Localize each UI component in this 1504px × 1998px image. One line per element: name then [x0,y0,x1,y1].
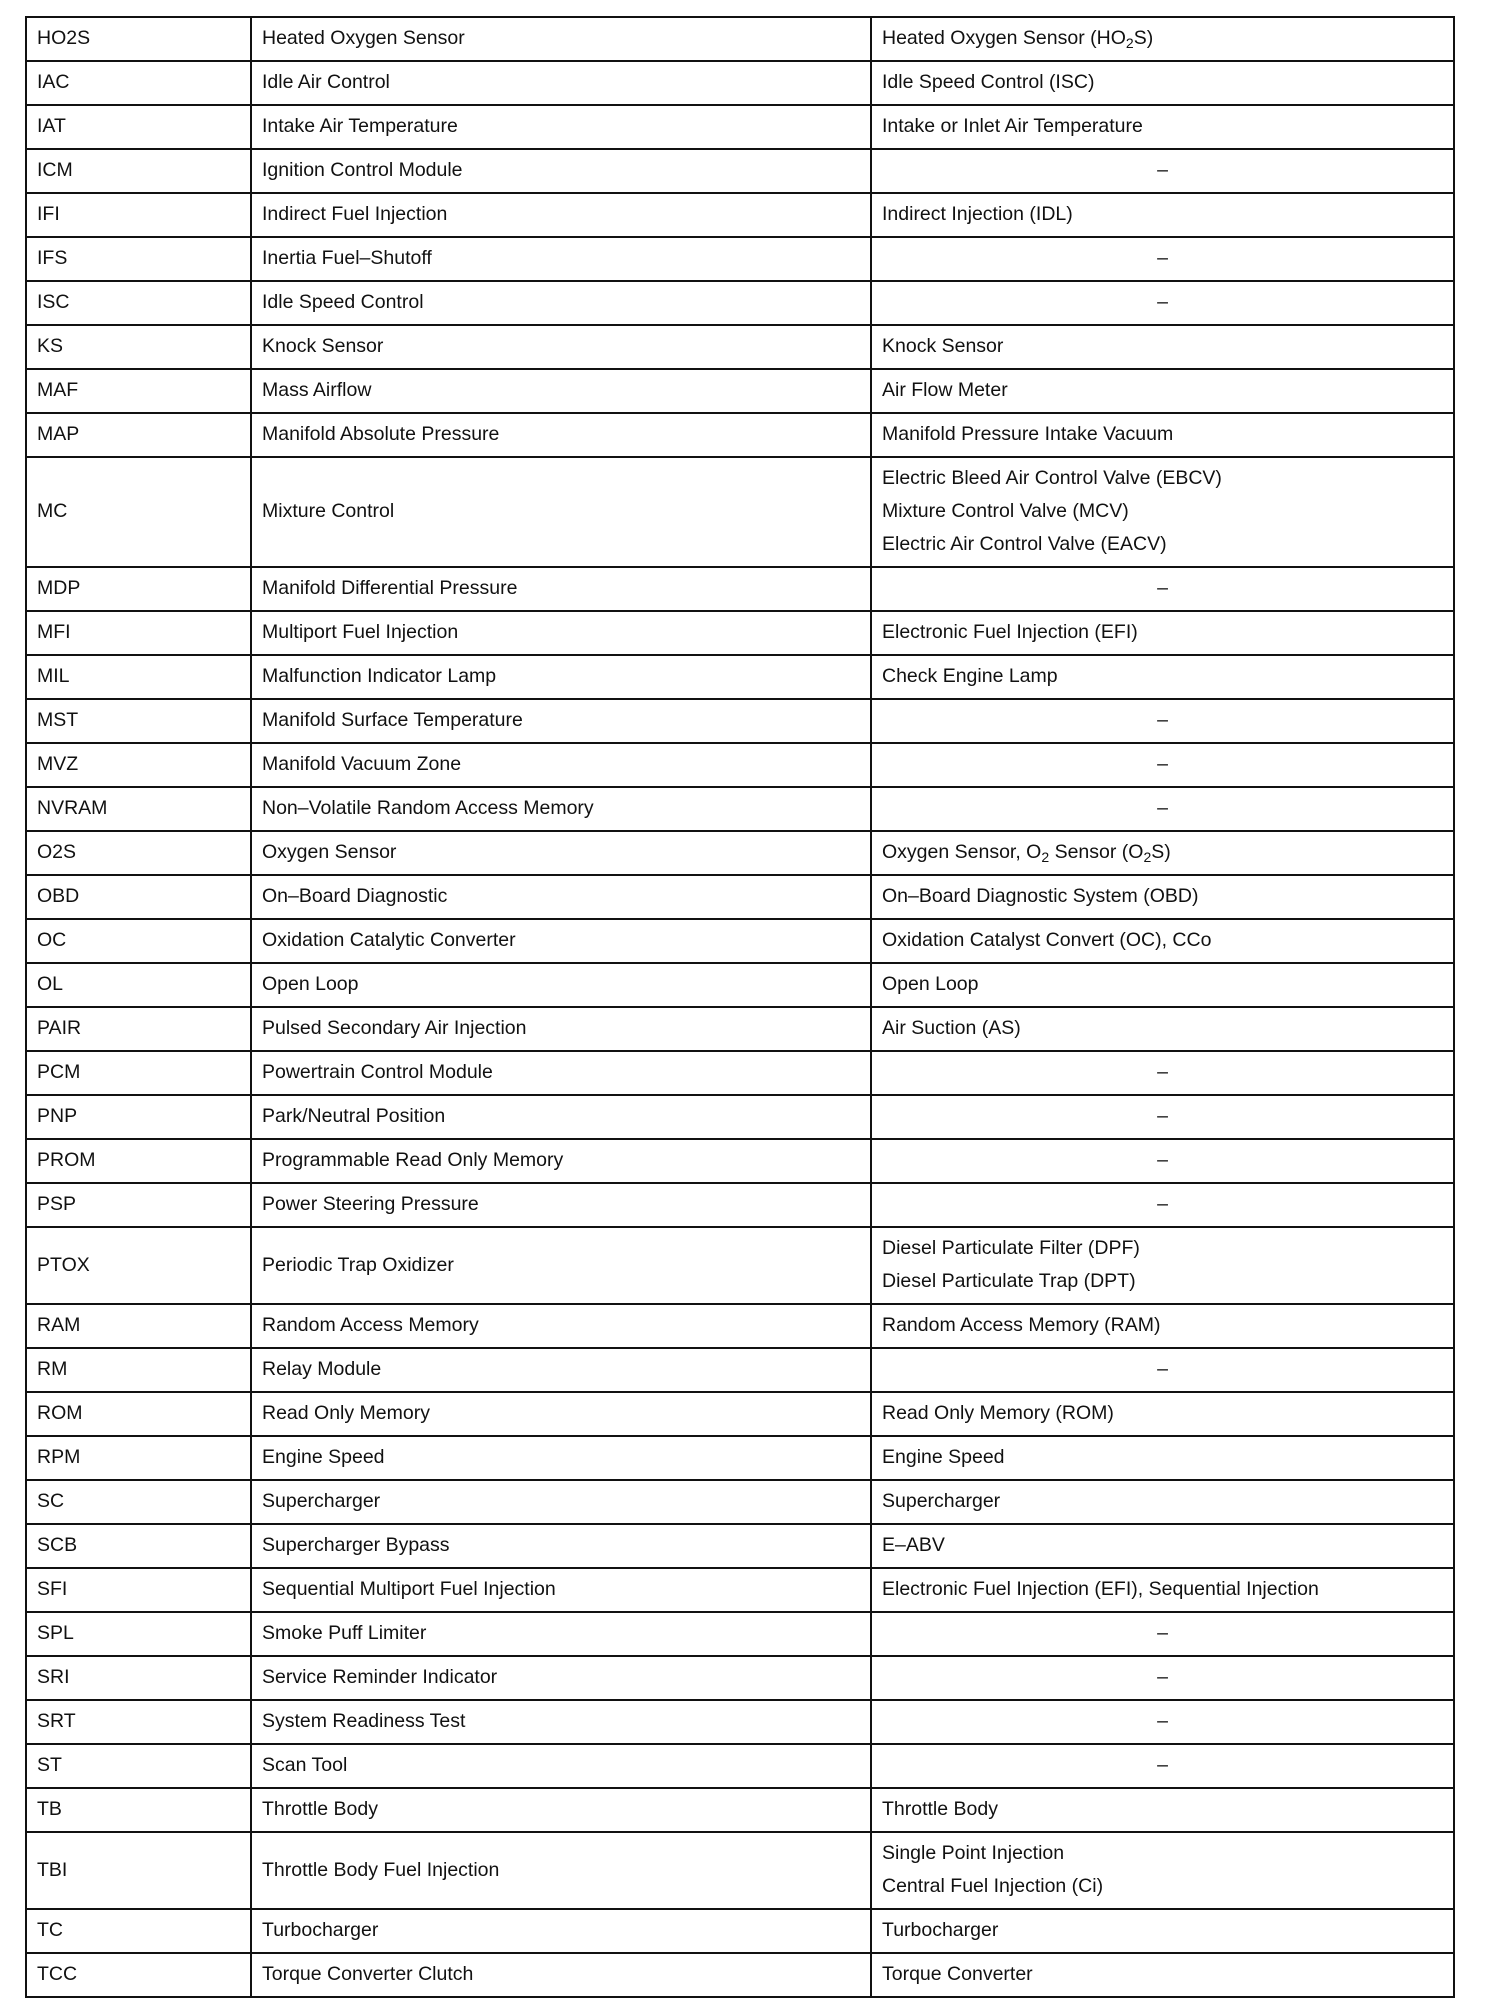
table-row [26,1656,1454,1700]
table-row [26,1095,1454,1139]
term-cell: Supercharger [251,1480,871,1524]
term-cell: Engine Speed [251,1436,871,1480]
previous-term-cell [871,457,1454,567]
empty-dash: – [1157,1105,1168,1127]
table-row [26,831,1454,875]
previous-term-cell [871,325,1454,369]
abbreviation-cell: IAC [26,61,251,105]
empty-dash: – [1157,1666,1168,1688]
abbreviation-cell: PTOX [26,1227,251,1304]
term-cell: Supercharger Bypass [251,1524,871,1568]
term-cell: Read Only Memory [251,1392,871,1436]
previous-term-line: Electronic Fuel Injection (EFI) [882,621,1138,643]
table-row [26,1348,1454,1392]
empty-dash: – [1157,1149,1168,1171]
abbreviation-cell: MST [26,699,251,743]
empty-dash: – [1157,1710,1168,1732]
previous-term-cell [871,831,1454,875]
abbreviation-cell: OBD [26,875,251,919]
previous-term-cell [871,1700,1454,1744]
term-cell: Non–Volatile Random Access Memory [251,787,871,831]
previous-term-line: Diesel Particulate Trap (DPT) [882,1270,1136,1292]
term-cell: Ignition Control Module [251,149,871,193]
table-row [26,919,1454,963]
previous-term-line: Heated Oxygen Sensor $(HO_2S)$ [882,27,1154,52]
table-row [26,699,1454,743]
abbreviation-cell: SPL [26,1612,251,1656]
abbreviation-cell: RM [26,1348,251,1392]
term-cell: Open Loop [251,963,871,1007]
previous-term-cell [871,611,1454,655]
previous-term-cell [871,919,1454,963]
abbreviation-cell: MVZ [26,743,251,787]
table-row [26,1788,1454,1832]
term-cell: Malfunction Indicator Lamp [251,655,871,699]
term-cell: Indirect Fuel Injection [251,193,871,237]
abbreviation-cell: O2S [26,831,251,875]
table-row [26,61,1454,105]
abbreviation-cell: TB [26,1788,251,1832]
abbreviation-cell: MDP [26,567,251,611]
previous-term-cell [871,963,1454,1007]
table-row [26,875,1454,919]
previous-term-cell [871,1436,1454,1480]
previous-term-line: Single Point Injection [882,1842,1065,1864]
term-cell: Oxygen Sensor [251,831,871,875]
previous-term-line: Random Access Memory (RAM) [882,1314,1161,1336]
abbreviation-cell: PROM [26,1139,251,1183]
previous-term-line: Throttle Body [882,1798,998,1820]
abbreviation-cell: MAF [26,369,251,413]
previous-term-cell [871,1568,1454,1612]
abbreviation-cell: MAP [26,413,251,457]
previous-term-cell [871,237,1454,281]
abbreviation-cell: PSP [26,1183,251,1227]
previous-term-line: Electric Bleed Air Control Valve (EBCV) [882,467,1222,489]
previous-term-cell [871,1909,1454,1953]
abbreviation-cell: MFI [26,611,251,655]
table-row [26,611,1454,655]
term-cell: Mass Airflow [251,369,871,413]
table-row [26,281,1454,325]
empty-dash: – [1157,1754,1168,1776]
previous-term-line: Read Only Memory (ROM) [882,1402,1114,1424]
table-row [26,149,1454,193]
term-cell: Service Reminder Indicator [251,1656,871,1700]
empty-dash: – [1157,247,1168,269]
term-cell: Idle Air Control [251,61,871,105]
term-cell: Throttle Body Fuel Injection [251,1832,871,1909]
previous-term-cell [871,1524,1454,1568]
previous-term-line: Indirect Injection (IDL) [882,203,1073,225]
term-cell: Knock Sensor [251,325,871,369]
previous-term-line: Open Loop [882,973,979,995]
table-row [26,1524,1454,1568]
abbreviation-cell: SCB [26,1524,251,1568]
table-row [26,1832,1454,1909]
abbreviation-cell: MC [26,457,251,567]
term-cell: Torque Converter Clutch [251,1953,871,1997]
term-cell: Manifold Absolute Pressure [251,413,871,457]
term-cell: Oxidation Catalytic Converter [251,919,871,963]
term-cell: Multiport Fuel Injection [251,611,871,655]
previous-term-cell [871,369,1454,413]
previous-term-cell [871,281,1454,325]
previous-term-line: Mixture Control Valve (MCV) [882,500,1129,522]
table-row [26,17,1454,61]
empty-dash: – [1157,577,1168,599]
table-row [26,1051,1454,1095]
previous-term-cell [871,1953,1454,1997]
table-row [26,1480,1454,1524]
table-row [26,325,1454,369]
table-row [26,963,1454,1007]
term-cell: Manifold Surface Temperature [251,699,871,743]
term-cell: System Readiness Test [251,1700,871,1744]
previous-term-line: Knock Sensor [882,335,1004,357]
previous-term-cell [871,1612,1454,1656]
previous-term-cell [871,1348,1454,1392]
term-cell: Random Access Memory [251,1304,871,1348]
previous-term-cell [871,787,1454,831]
terminology-table [25,16,1455,1998]
previous-term-line: Engine Speed [882,1446,1005,1468]
abbreviation-cell: IFS [26,237,251,281]
previous-term-line: Manifold Pressure Intake Vacuum [882,423,1174,445]
abbreviation-cell: SRT [26,1700,251,1744]
previous-term-line: Idle Speed Control (ISC) [882,71,1095,93]
previous-term-line: Electronic Fuel Injection (EFI), Sequential Injection [882,1578,1319,1600]
abbreviation-cell: OC [26,919,251,963]
term-cell: Turbocharger [251,1909,871,1953]
abbreviation-cell: SFI [26,1568,251,1612]
table-row [26,1909,1454,1953]
abbreviation-cell: PAIR [26,1007,251,1051]
abbreviation-cell: HO2S [26,17,251,61]
previous-term-line: Oxidation Catalyst Convert (OC), CCo [882,929,1212,951]
abbreviation-cell: MIL [26,655,251,699]
abbreviation-cell: RAM [26,1304,251,1348]
previous-term-line: Intake or Inlet Air Temperature [882,115,1143,137]
abbreviation-cell: PCM [26,1051,251,1095]
table-row [26,1392,1454,1436]
abbreviation-cell: ST [26,1744,251,1788]
previous-term-line: Diesel Particulate Filter (DPF) [882,1237,1140,1259]
previous-term-cell [871,1392,1454,1436]
term-cell: Smoke Puff Limiter [251,1612,871,1656]
term-cell: Manifold Differential Pressure [251,567,871,611]
empty-dash: – [1157,159,1168,181]
previous-term-line: Check Engine Lamp [882,665,1058,687]
empty-dash: – [1157,1061,1168,1083]
abbreviation-cell: PNP [26,1095,251,1139]
table-row [26,1953,1454,1997]
empty-dash: – [1157,1358,1168,1380]
previous-term-cell [871,1139,1454,1183]
table-row [26,1227,1454,1304]
term-cell: Mixture Control [251,457,871,567]
term-cell: Idle Speed Control [251,281,871,325]
abbreviation-cell: TBI [26,1832,251,1909]
table-row [26,237,1454,281]
previous-term-line: Central Fuel Injection (Ci) [882,1875,1104,1897]
previous-term-cell [871,1095,1454,1139]
term-cell: Relay Module [251,1348,871,1392]
previous-term-cell [871,1183,1454,1227]
previous-term-line: Air Suction (AS) [882,1017,1021,1039]
previous-term-cell [871,1744,1454,1788]
abbreviation-cell: ROM [26,1392,251,1436]
abbreviation-cell: OL [26,963,251,1007]
previous-term-cell [871,743,1454,787]
table-row [26,1744,1454,1788]
previous-term-cell [871,875,1454,919]
table-row [26,413,1454,457]
abbreviation-cell: RPM [26,1436,251,1480]
previous-term-line: E–ABV [882,1534,945,1556]
term-cell: Heated Oxygen Sensor [251,17,871,61]
previous-term-cell [871,17,1454,61]
previous-term-cell [871,655,1454,699]
abbreviation-cell: IFI [26,193,251,237]
abbreviation-cell: KS [26,325,251,369]
previous-term-cell [871,1656,1454,1700]
previous-term-cell [871,193,1454,237]
table-row [26,787,1454,831]
abbreviation-cell: TCC [26,1953,251,1997]
abbreviation-cell: NVRAM [26,787,251,831]
term-cell: Throttle Body [251,1788,871,1832]
table-row [26,457,1454,567]
table-row [26,655,1454,699]
empty-dash: – [1157,797,1168,819]
table-row [26,1007,1454,1051]
previous-term-line: On–Board Diagnostic System (OBD) [882,885,1199,907]
previous-term-cell [871,1227,1454,1304]
table-row [26,369,1454,413]
term-cell: On–Board Diagnostic [251,875,871,919]
term-cell: Park/Neutral Position [251,1095,871,1139]
table-row [26,1139,1454,1183]
previous-term-line: Air Flow Meter [882,379,1008,401]
abbreviation-cell: TC [26,1909,251,1953]
previous-term-cell [871,1051,1454,1095]
table-row [26,1183,1454,1227]
empty-dash: – [1157,753,1168,775]
term-cell: Intake Air Temperature [251,105,871,149]
previous-term-cell [871,699,1454,743]
previous-term-cell [871,149,1454,193]
previous-term-cell [871,1832,1454,1909]
term-cell: Powertrain Control Module [251,1051,871,1095]
abbreviation-cell: SRI [26,1656,251,1700]
abbreviation-cell: ICM [26,149,251,193]
table-row [26,567,1454,611]
table-body [26,17,1454,1997]
previous-term-cell [871,61,1454,105]
table-row [26,1568,1454,1612]
previous-term-cell [871,1480,1454,1524]
previous-term-line: Supercharger [882,1490,1001,1512]
previous-term-line: Oxygen Sensor, $O_2$ Sensor $(O_2S)$ [882,841,1171,866]
previous-term-cell [871,105,1454,149]
previous-term-line: Torque Converter [882,1963,1033,1985]
previous-term-line: Turbocharger [882,1919,999,1941]
empty-dash: – [1157,291,1168,313]
term-cell: Sequential Multiport Fuel Injection [251,1568,871,1612]
term-cell: Programmable Read Only Memory [251,1139,871,1183]
empty-dash: – [1157,1622,1168,1644]
previous-term-cell [871,1304,1454,1348]
abbreviation-cell: SC [26,1480,251,1524]
table-row [26,193,1454,237]
empty-dash: – [1157,1193,1168,1215]
term-cell: Power Steering Pressure [251,1183,871,1227]
table-row [26,1700,1454,1744]
term-cell: Periodic Trap Oxidizer [251,1227,871,1304]
table-row [26,743,1454,787]
previous-term-line: Electric Air Control Valve (EACV) [882,533,1167,555]
abbreviation-cell: IAT [26,105,251,149]
table-row [26,1436,1454,1480]
table-row [26,105,1454,149]
empty-dash: – [1157,709,1168,731]
previous-term-cell [871,413,1454,457]
previous-term-cell [871,567,1454,611]
previous-term-cell [871,1007,1454,1051]
term-cell: Inertia Fuel–Shutoff [251,237,871,281]
previous-term-cell [871,1788,1454,1832]
abbreviation-cell: ISC [26,281,251,325]
table-row [26,1304,1454,1348]
term-cell: Scan Tool [251,1744,871,1788]
term-cell: Pulsed Secondary Air Injection [251,1007,871,1051]
term-cell: Manifold Vacuum Zone [251,743,871,787]
table-row [26,1612,1454,1656]
